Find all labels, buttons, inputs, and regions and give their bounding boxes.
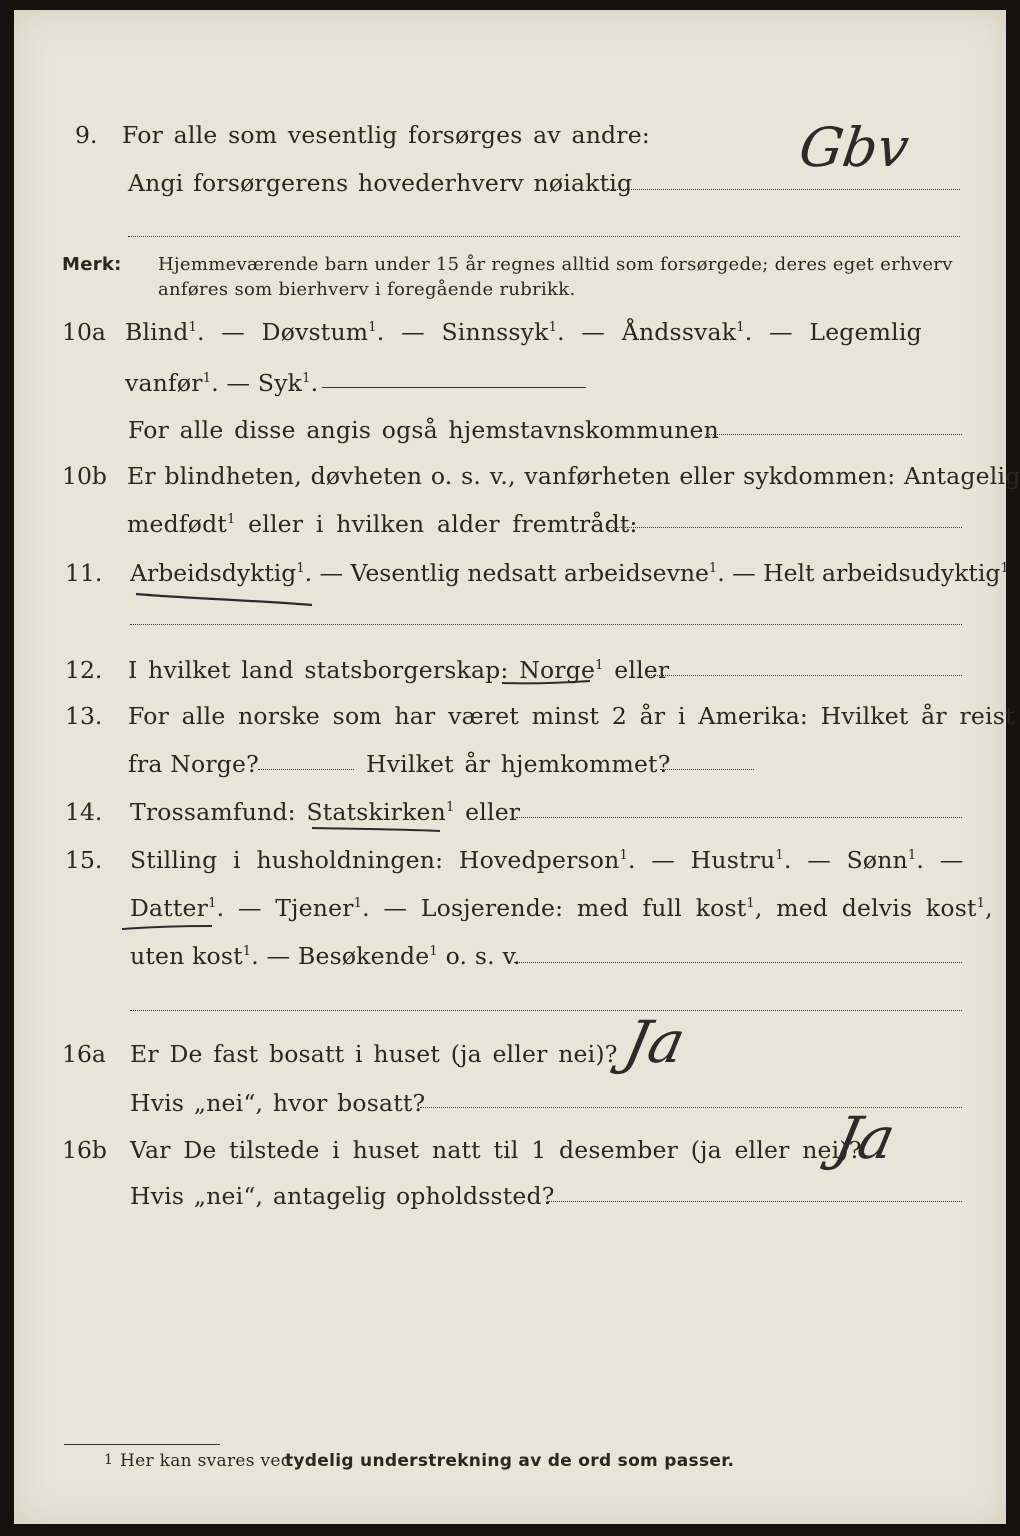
footnote-text-b: tydelig understrekning av de ord som passer. [285, 1451, 735, 1471]
q12-line1: I hvilket land statsborgerskap: Norge$^1$ eller [128, 656, 670, 684]
q11-line1: Arbeidsdyktig$^1$. — Vesentlig nedsatt arbeidsevne$^1$. — Helt arbeidsudyktig$^1$ [130, 559, 1009, 587]
q12-number: 12. [65, 656, 103, 684]
q14-number: 14. [65, 798, 103, 826]
q15-line1: Stilling i husholdningen: Hovedperson$^1$. — Hustru$^1$. — Sønn$^1$. — [130, 846, 964, 874]
q16a-line2: Hvis „nei“, hvor bosatt? [130, 1089, 426, 1117]
underline-statskirken [312, 828, 440, 831]
q10b-line2: medfødt$^1$ eller i hvilken alder fremtrådt: [127, 510, 638, 538]
underline-norge [502, 681, 590, 683]
q13-line1: For alle norske som har været minst 2 år i Amerika: Hvilket år reist [128, 702, 1015, 730]
q15-number: 15. [65, 846, 103, 874]
q10a-line1: Blind$^1$. — Døvstum$^1$. — Sinnssyk$^1$. — Åndssvak$^1$. — Legemlig [125, 318, 922, 346]
q16b-line1: Var De tilstede i huset natt til 1 desember (ja eller nei)? [130, 1136, 862, 1164]
q10a-line2: vanfør$^1$. — Syk$^1$. [125, 369, 319, 397]
q10b-line1: Er blindheten, døvheten o. s. v., vanførheten eller sykdommen: Antagelig [127, 462, 1020, 490]
q16b-line2: Hvis „nei“, antagelig opholdssted? [130, 1182, 555, 1210]
q14-line1: Trossamfund: Statskirken$^1$ eller [130, 798, 521, 826]
q10a-number: 10a [62, 318, 106, 346]
q10b-number: 10b [62, 462, 107, 490]
q13-line2a: fra Norge? [128, 750, 259, 778]
q15-line3: uten kost$^1$. — Besøkende$^1$ o. s. v. [130, 942, 521, 970]
q13-number: 13. [65, 702, 103, 730]
q9-handwritten-answer: Gbv [795, 116, 913, 179]
q11-number: 11. [65, 559, 103, 587]
q16a-line1: Er De fast bosatt i huset (ja eller nei)? [130, 1040, 618, 1068]
q16a-handwritten-answer: Ja [618, 1008, 692, 1076]
q16b-handwritten-answer: Ja [828, 1104, 902, 1172]
merk-line1: Hjemmeværende barn under 15 år regnes alltid som forsørgede; deres eget erhverv [158, 254, 953, 275]
footnote-text-a: Her kan svares ved [120, 1451, 292, 1471]
q13-line2b: Hvilket år hjemkommet? [366, 750, 671, 778]
q10a-line3: For alle disse angis også hjemstavnskommunen [128, 416, 719, 444]
q9-number: 9. [75, 121, 98, 149]
q16a-number: 16a [62, 1040, 106, 1068]
underline-arbeidsdyktig [136, 594, 312, 605]
footnote-mark: 1 [104, 1452, 114, 1468]
underline-datter [122, 926, 212, 929]
q15-line2: Datter$^1$. — Tjener$^1$. — Losjerende: med full kost$^1$, med delvis kost$^1$, [130, 894, 993, 922]
merk-line2: anføres som bierhverv i foregående rubrikk. [158, 279, 576, 300]
q9-line2: Angi forsørgerens hovederhverv nøiaktig [128, 169, 633, 197]
q9-line1: For alle som vesentlig forsørges av andre: [122, 121, 650, 149]
merk-label: Merk: [62, 254, 122, 275]
q16b-number: 16b [62, 1136, 107, 1164]
